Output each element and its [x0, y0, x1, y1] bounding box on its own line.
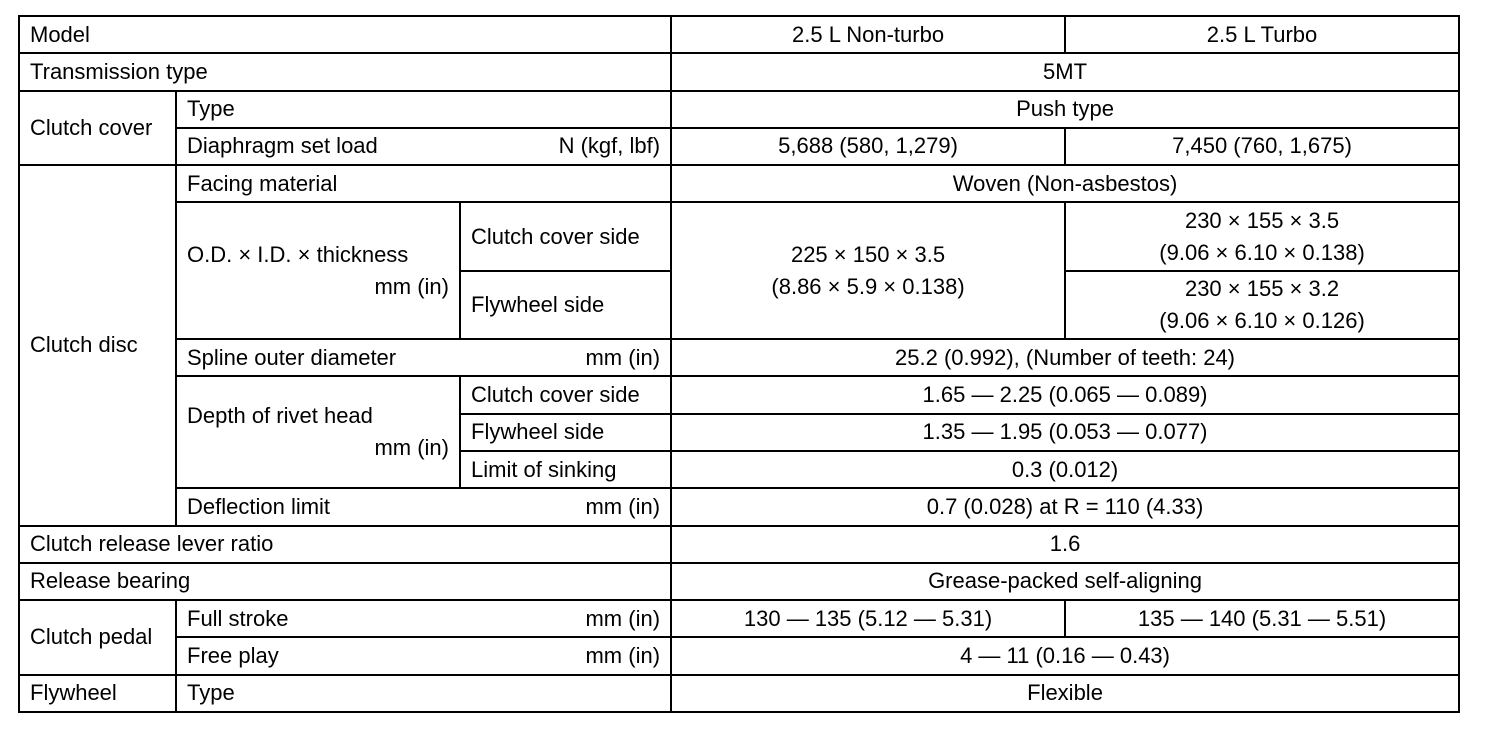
full-stroke-non-turbo: 130 — 135 (5.12 — 5.31) — [671, 600, 1065, 637]
cover-type-value: Push type — [671, 91, 1459, 128]
free-play-label: Free play — [187, 642, 279, 668]
row-rivet-cover — [19, 376, 1459, 413]
diaphragm-turbo: 7,450 (760, 1,675) — [1065, 128, 1459, 165]
full-stroke-label-cell — [176, 600, 671, 637]
deflection-label-cell — [176, 488, 671, 525]
rivet-cover-value: 1.65 — 2.25 (0.065 — 0.089) — [671, 376, 1459, 413]
rivet-limit-label: Limit of sinking — [460, 451, 671, 488]
rivet-limit-value: 0.3 (0.012) — [671, 451, 1459, 488]
dimensions-turbo-flywheel-in: (9.06 × 6.10 × 0.126) — [1159, 307, 1365, 333]
dimensions-non-turbo — [671, 202, 1065, 339]
dimensions-turbo-cover — [1065, 202, 1459, 270]
spline-label: Spline outer diameter — [187, 344, 397, 370]
row-spline — [19, 339, 1459, 376]
row-free-play — [19, 637, 1459, 674]
cover-type-label: Type — [176, 91, 671, 128]
model-non-turbo: 2.5 L Non-turbo — [671, 16, 1065, 53]
transmission-value: 5MT — [671, 53, 1459, 90]
row-model — [19, 16, 1459, 53]
model-label: Model — [19, 16, 671, 53]
spline-value: 25.2 (0.992), (Number of teeth: 24) — [671, 339, 1459, 376]
clutch-disc-group: Clutch disc — [19, 165, 176, 525]
release-bearing-value: Grease-packed self-aligning — [671, 563, 1459, 600]
clutch-cover-group: Clutch cover — [19, 91, 176, 166]
facing-label: Facing material — [176, 165, 671, 202]
facing-value: Woven (Non-asbestos) — [671, 165, 1459, 202]
free-play-unit: mm (in) — [585, 642, 661, 668]
spline-label-cell — [176, 339, 671, 376]
flywheel-group: Flywheel — [19, 675, 176, 712]
dimensions-label-cell — [176, 202, 460, 339]
rivet-cover-side: Clutch cover side — [460, 376, 671, 413]
dimensions-cover-side: Clutch cover side — [460, 202, 671, 270]
row-lever-ratio — [19, 526, 1459, 563]
clutch-specification-table — [18, 15, 1460, 713]
rivet-flywheel-value: 1.35 — 1.95 (0.053 — 0.077) — [671, 414, 1459, 451]
deflection-value: 0.7 (0.028) at R = 110 (4.33) — [671, 488, 1459, 525]
diaphragm-label: Diaphragm set load — [187, 133, 378, 159]
rivet-flywheel-side: Flywheel side — [460, 414, 671, 451]
dimensions-label: O.D. × I.D. × thickness — [187, 241, 409, 267]
rivet-unit: mm (in) — [374, 435, 449, 461]
rivet-label: Depth of rivet head — [187, 403, 373, 429]
flywheel-type-label: Type — [176, 675, 671, 712]
dimensions-turbo-cover-mm: 230 × 155 × 3.5 — [1184, 207, 1340, 233]
dimensions-non-turbo-in: (8.86 × 5.9 × 0.138) — [771, 273, 965, 299]
diaphragm-label-cell — [176, 128, 671, 165]
deflection-label: Deflection limit — [187, 493, 331, 519]
rivet-label-cell — [176, 376, 460, 488]
free-play-value: 4 — 11 (0.16 — 0.43) — [671, 637, 1459, 674]
dimensions-unit: mm (in) — [374, 273, 449, 299]
dimensions-non-turbo-mm: 225 × 150 × 3.5 — [790, 241, 946, 267]
spline-unit: mm (in) — [585, 344, 661, 370]
full-stroke-turbo: 135 — 140 (5.31 — 5.51) — [1065, 600, 1459, 637]
dimensions-turbo-flywheel — [1065, 271, 1459, 339]
release-bearing-label: Release bearing — [19, 563, 671, 600]
row-facing — [19, 165, 1459, 202]
row-release-bearing — [19, 563, 1459, 600]
row-cover-type — [19, 91, 1459, 128]
lever-ratio-value: 1.6 — [671, 526, 1459, 563]
full-stroke-label: Full stroke — [187, 605, 289, 631]
row-full-stroke — [19, 600, 1459, 637]
lever-ratio-label: Clutch release lever ratio — [19, 526, 671, 563]
dimensions-turbo-cover-in: (9.06 × 6.10 × 0.138) — [1159, 239, 1365, 265]
row-dimensions-cover — [19, 202, 1459, 270]
transmission-label: Transmission type — [19, 53, 671, 90]
free-play-label-cell — [176, 637, 671, 674]
row-flywheel — [19, 675, 1459, 712]
dimensions-turbo-flywheel-mm: 230 × 155 × 3.2 — [1184, 275, 1340, 301]
diaphragm-unit: N (kgf, lbf) — [558, 133, 661, 159]
row-diaphragm — [19, 128, 1459, 165]
deflection-unit: mm (in) — [585, 493, 661, 519]
flywheel-type-value: Flexible — [671, 675, 1459, 712]
diaphragm-non-turbo: 5,688 (580, 1,279) — [671, 128, 1065, 165]
full-stroke-unit: mm (in) — [585, 605, 661, 631]
dimensions-flywheel-side: Flywheel side — [460, 271, 671, 339]
clutch-pedal-group: Clutch pedal — [19, 600, 176, 675]
row-transmission — [19, 53, 1459, 90]
row-deflection — [19, 488, 1459, 525]
model-turbo: 2.5 L Turbo — [1065, 16, 1459, 53]
